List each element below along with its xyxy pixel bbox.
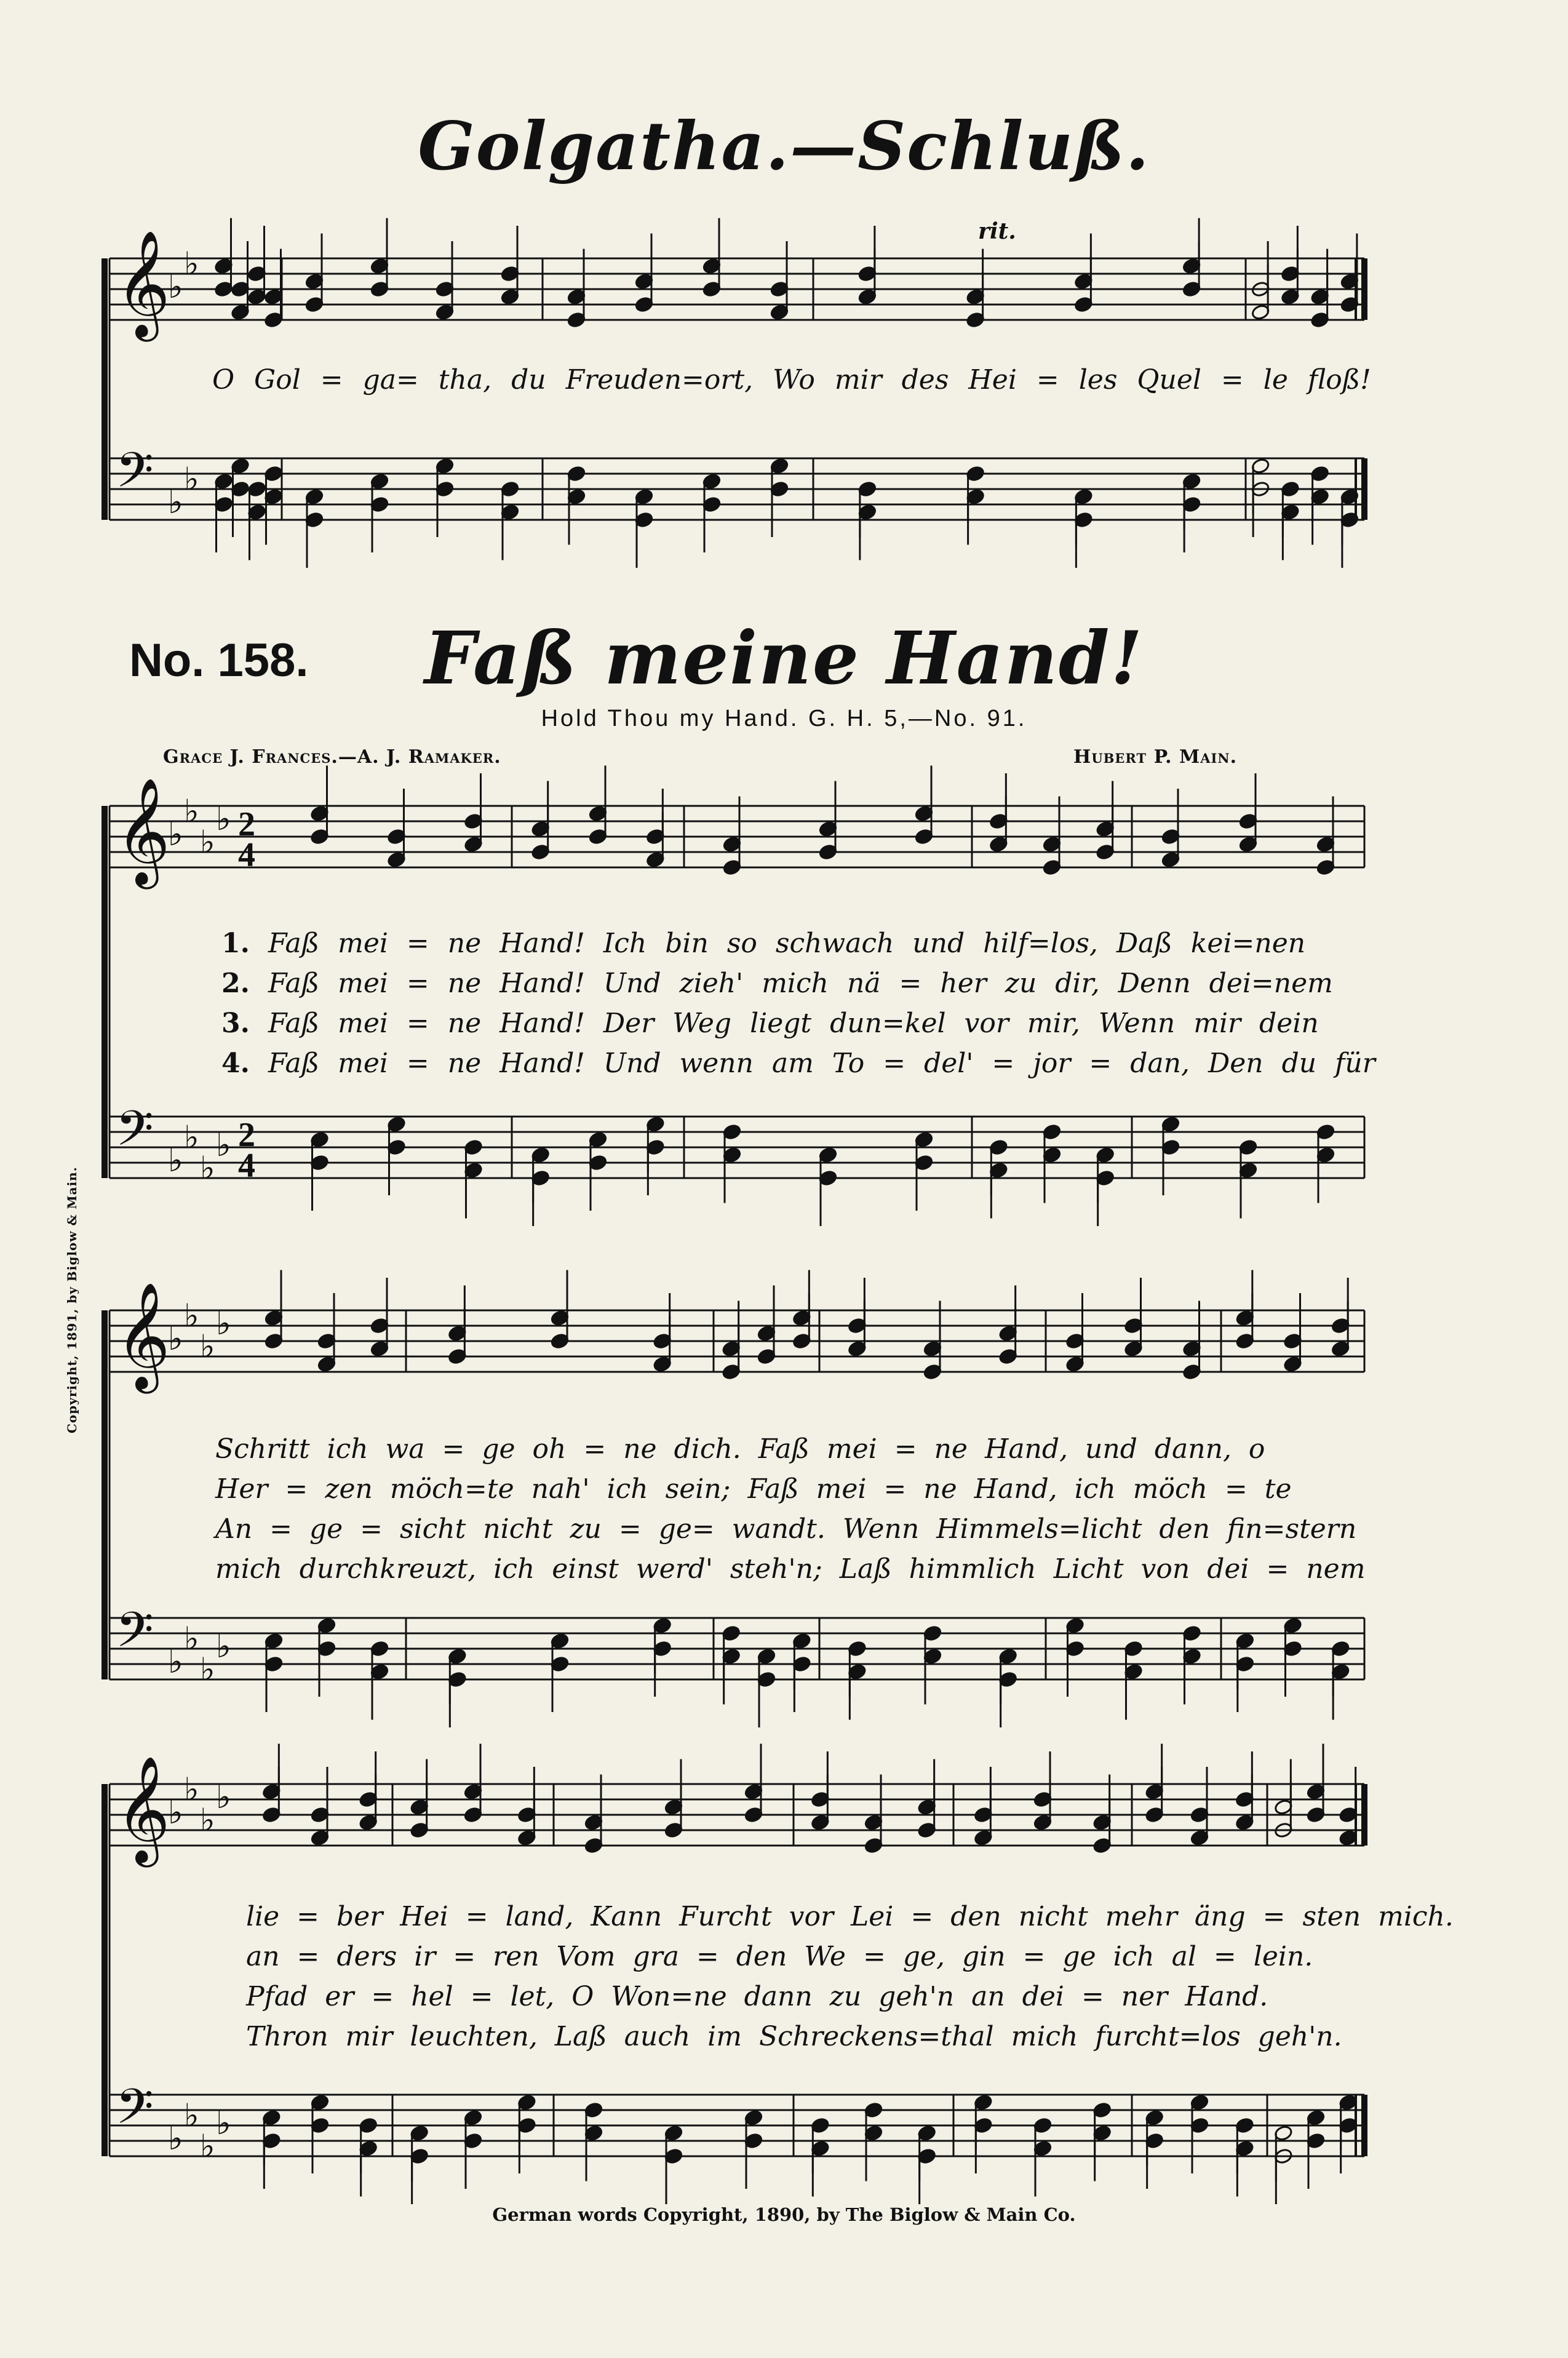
verse-text: Faß mei = ne Hand! Und zieh' mich nä = her zu dir, Denn dei=nem xyxy=(268,968,1333,999)
flat-sign: ♭ xyxy=(216,1305,231,1342)
flat-sign: ♭ xyxy=(216,1779,231,1816)
flat-sign: ♭ xyxy=(168,816,183,853)
flat-sign: ♭ xyxy=(168,2121,183,2157)
flat-sign: ♭ xyxy=(184,245,199,283)
flat-sign: ♭ xyxy=(216,1628,231,1665)
verse-number: 1. xyxy=(221,928,250,959)
flat-sign: ♭ xyxy=(200,824,215,861)
flat-sign: ♭ xyxy=(184,461,199,498)
verse-3-line-2: An = ge = sicht nicht zu = ge= wandt. Wenn Himmels=licht den fin=stern xyxy=(215,1513,1357,1545)
treble-clef: 𝄞 xyxy=(116,230,170,337)
flat-sign: ♭ xyxy=(168,1142,183,1179)
verse-1-line-3: lie = ber Hei = land, Kann Furcht vor Lei = den nicht mehr äng = sten mich. xyxy=(246,1901,1454,1932)
verse-number: 4. xyxy=(221,1048,250,1079)
hymn-title: Faß meine Hand! xyxy=(424,615,1144,701)
side-copyright: Copyright, 1891, by Biglow & Main. xyxy=(65,1166,79,1433)
flat-sign: ♭ xyxy=(168,1794,183,1831)
verse-3-line-3: Pfad er = hel = let, O Won=ne dann zu geh'n an dei = ner Hand. xyxy=(246,1981,1268,2012)
author-credit: Grace J. Frances.—A. J. Ramaker. xyxy=(163,746,501,768)
flat-sign: ♭ xyxy=(200,1328,215,1366)
bass-clef: 𝄢 xyxy=(116,442,154,511)
treble-clef: 𝄞 xyxy=(116,778,170,885)
flat-sign: ♭ xyxy=(168,269,183,306)
footer-copyright: German words Copyright, 1890, by The Biglow & Main Co. xyxy=(492,2204,1076,2225)
flat-sign: ♭ xyxy=(184,2097,199,2135)
bass-clef: 𝄢 xyxy=(116,2078,154,2147)
bass-clef: 𝄢 xyxy=(116,1100,154,1169)
flat-sign: ♭ xyxy=(168,484,183,521)
verse-4-line-2: mich durchkreuzt, ich einst werd' steh'n; Laß himmlich Licht von dei = nem xyxy=(215,1553,1366,1585)
bass-clef: 𝄢 xyxy=(116,1601,154,1670)
flat-sign: ♭ xyxy=(168,1321,183,1358)
flat-sign: ♭ xyxy=(184,1620,199,1658)
time-signature-bottom: 4 xyxy=(238,1147,255,1185)
flat-sign: ♭ xyxy=(184,1771,199,1809)
verse-text: Faß mei = ne Hand! Ich bin so schwach und hilf=los, Daß kei=nen xyxy=(268,928,1306,959)
flat-sign: ♭ xyxy=(200,1802,215,1839)
composer-credit: Hubert P. Main. xyxy=(1073,746,1238,768)
hymn-number: No. 158. xyxy=(129,634,309,687)
verse-2-line-2: Her = zen möch=te nah' ich sein; Faß mei = ne Hand, ich möch = te xyxy=(215,1473,1292,1505)
flat-sign: ♭ xyxy=(200,1651,215,1689)
flat-sign: ♭ xyxy=(200,1150,215,1187)
treble-clef: 𝄞 xyxy=(116,1282,170,1389)
time-signature-bottom: 4 xyxy=(238,836,255,874)
verse-text: Faß mei = ne Hand! Der Weg liegt dun=kel vor mir, Wenn mir dein xyxy=(268,1008,1319,1039)
time-signature-top: 2 xyxy=(238,805,255,843)
flat-sign: ♭ xyxy=(184,1297,199,1335)
verse-4-line-3: Thron mir leuchten, Laß auch im Schreckens=thal mich furcht=los geh'n. xyxy=(246,2021,1342,2052)
flat-sign: ♭ xyxy=(184,793,199,830)
verse-number: 3. xyxy=(221,1008,250,1039)
verse-text: Faß mei = ne Hand! Und wenn am To = del' = jor = dan, Den du für xyxy=(268,1048,1375,1079)
golgatha-title: Golgatha.—Schluß. xyxy=(418,108,1150,185)
hymn-subtitle: Hold Thou my Hand. G. H. 5,—No. 91. xyxy=(541,706,1027,731)
treble-clef: 𝄞 xyxy=(116,1756,170,1863)
flat-sign: ♭ xyxy=(200,2128,215,2165)
flat-sign: ♭ xyxy=(216,1127,231,1164)
verse-1-line-2: Schritt ich wa = ge oh = ne dich. Faß mei = ne Hand, und dann, o xyxy=(215,1433,1265,1465)
flat-sign: ♭ xyxy=(216,801,231,838)
rit-marking: rit. xyxy=(978,218,1016,244)
flat-sign: ♭ xyxy=(184,1119,199,1157)
flat-sign: ♭ xyxy=(168,1644,183,1681)
verse-2-line-3: an = ders ir = ren Vom gra = den We = ge, gin = ge ich al = lein. xyxy=(246,1941,1313,1972)
time-signature-top: 2 xyxy=(238,1116,255,1154)
golgatha-lyric: O Gol = ga= tha, du Freuden=ort, Wo mir des Hei = les Quel = le floß! xyxy=(212,364,1371,396)
verse-number: 2. xyxy=(221,968,250,999)
flat-sign: ♭ xyxy=(216,2105,231,2142)
